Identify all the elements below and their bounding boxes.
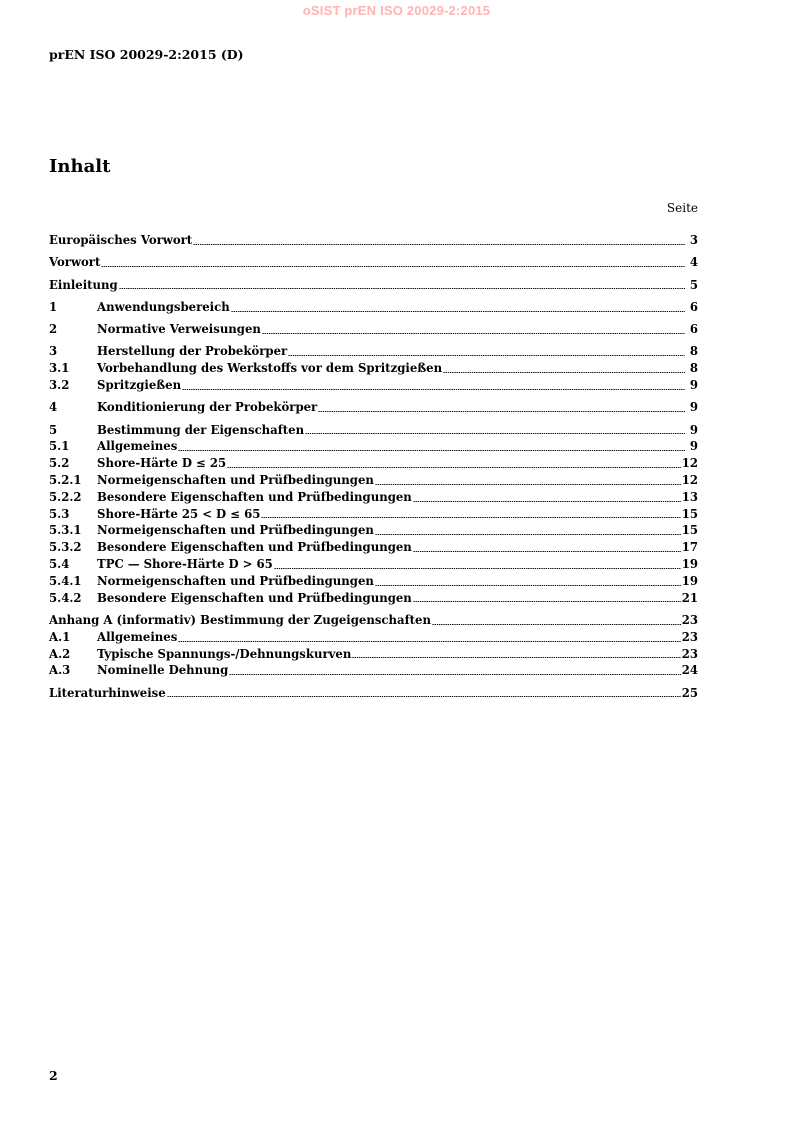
table-of-contents (49, 232, 698, 701)
dot-leader (318, 411, 685, 412)
page-number: 2 (49, 1068, 58, 1083)
toc-entry[interactable] (49, 556, 698, 573)
toc-entry[interactable] (49, 662, 698, 679)
dot-leader (375, 585, 681, 586)
toc-entry[interactable] (49, 489, 698, 506)
toc-entry-title: Besondere Eigenschaften und Prüfbedingungen (97, 590, 412, 605)
toc-entry-page: 6 (689, 299, 698, 314)
toc-entry-number: 5 (49, 422, 58, 437)
toc-entry-page: 21 (681, 590, 698, 605)
toc-entry[interactable] (49, 612, 698, 629)
toc-entry-page: 8 (689, 344, 698, 359)
toc-entry-title: Normeigenschaften und Prüfbedingungen (97, 573, 374, 588)
toc-entry-title: Einleitung (49, 277, 118, 292)
toc-entry-number: A.1 (49, 629, 71, 644)
toc-entry-page: 13 (681, 489, 698, 504)
toc-entry-number: 3.2 (49, 378, 70, 393)
dot-leader (375, 534, 681, 535)
toc-entry-title: Besondere Eigenschaften und Prüfbedingungen (97, 489, 412, 504)
toc-entry-page: 23 (681, 646, 698, 661)
toc-entry-title: Anwendungsbereich (97, 299, 230, 314)
dot-leader (288, 355, 685, 356)
toc-entry-page: 12 (681, 456, 698, 471)
toc-entry-title: Nominelle Dehnung (97, 663, 229, 678)
toc-entry-page: 15 (681, 506, 698, 521)
dot-leader (305, 433, 685, 434)
toc-entry-page: 8 (689, 361, 698, 376)
dot-leader (432, 624, 681, 625)
toc-entry-title: Bestimmung der Eigenschaften (97, 422, 305, 437)
dot-leader (261, 517, 680, 518)
dot-leader (375, 484, 681, 485)
toc-entry[interactable] (49, 539, 698, 556)
toc-entry-number: 5.3.2 (49, 540, 82, 555)
toc-entry[interactable] (49, 646, 698, 663)
toc-entry-title: Spritzgießen (97, 378, 182, 393)
toc-entry-title: Shore-Härte 25 < D ≤ 65 (97, 506, 261, 521)
toc-entry[interactable] (49, 422, 698, 439)
toc-entry-number: A.3 (49, 663, 71, 678)
toc-entry[interactable] (49, 590, 698, 607)
dot-leader (101, 266, 685, 267)
toc-entry-title: Normeigenschaften und Prüfbedingungen (97, 473, 374, 488)
dot-leader (413, 601, 681, 602)
watermark-text: oSIST prEN ISO 20029-2:2015 (302, 3, 491, 18)
toc-entry-page: 9 (689, 400, 698, 415)
toc-entry-number: 5.4 (49, 557, 70, 572)
toc-entry-page: 25 (681, 685, 698, 700)
toc-entry-title: Anhang A (informativ) Bestimmung der Zugeigenschaften (49, 612, 431, 627)
toc-entry[interactable] (49, 360, 698, 377)
toc-entry[interactable] (49, 472, 698, 489)
toc-entry[interactable] (49, 277, 698, 294)
dot-leader (193, 244, 685, 245)
toc-entry-number: 1 (49, 299, 58, 314)
toc-entry-page: 15 (681, 523, 698, 538)
dot-leader (178, 641, 680, 642)
toc-entry-title: Normeigenschaften und Prüfbedingungen (97, 523, 374, 538)
toc-entry-page: 23 (681, 629, 698, 644)
dot-leader (182, 389, 685, 390)
toc-entry-number: A.2 (49, 646, 71, 661)
toc-entry-title: Konditionierung der Probekörper (97, 400, 318, 415)
toc-entry-page: 24 (681, 663, 698, 678)
dot-leader (119, 288, 685, 289)
dot-leader (443, 372, 685, 373)
toc-entry[interactable] (49, 299, 698, 316)
toc-entry-number: 5.2.2 (49, 489, 82, 504)
dot-leader (413, 501, 681, 502)
dot-leader (227, 467, 681, 468)
dot-leader (274, 568, 681, 569)
toc-entry[interactable] (49, 506, 698, 523)
toc-entry[interactable] (49, 629, 698, 646)
toc-entry-page: 5 (689, 277, 698, 292)
toc-entry[interactable] (49, 232, 698, 249)
toc-entry-title: Herstellung der Probekörper (97, 344, 288, 359)
toc-entry-number: 5.4.1 (49, 573, 82, 588)
toc-entry-page: 17 (681, 540, 698, 555)
toc-entry[interactable] (49, 321, 698, 338)
toc-entry[interactable] (49, 438, 698, 455)
toc-entry[interactable] (49, 522, 698, 539)
toc-entry-number: 5.2.1 (49, 473, 82, 488)
toc-entry-title: Literaturhinweise (49, 685, 166, 700)
toc-entry[interactable] (49, 399, 698, 416)
toc-entry[interactable] (49, 254, 698, 271)
toc-heading: Inhalt (49, 156, 111, 177)
toc-entry-number: 3.1 (49, 361, 70, 376)
toc-entry-title: Besondere Eigenschaften und Prüfbedingungen (97, 540, 412, 555)
toc-entry-number: 3 (49, 344, 58, 359)
toc-entry[interactable] (49, 455, 698, 472)
dot-leader (178, 450, 685, 451)
toc-entry-number: 5.1 (49, 439, 70, 454)
dot-leader (262, 333, 685, 334)
toc-entry-page: 19 (681, 573, 698, 588)
toc-entry-number: 5.2 (49, 456, 70, 471)
toc-entry-page: 3 (689, 233, 698, 247)
toc-entry-title: Normative Verweisungen (97, 322, 261, 337)
toc-entry-title: TPC — Shore-Härte D > 65 (97, 557, 273, 572)
toc-entry-page: 12 (681, 473, 698, 488)
toc-entry-page: 9 (689, 439, 698, 454)
toc-entry[interactable] (49, 377, 698, 394)
toc-entry-title: Allgemeines (97, 439, 178, 454)
toc-entry[interactable] (49, 685, 698, 702)
toc-entry-page: 9 (689, 422, 698, 437)
toc-entry-number: 2 (49, 322, 58, 337)
toc-entry[interactable] (49, 343, 698, 360)
dot-leader (413, 551, 681, 552)
page-column-label: Seite (666, 201, 698, 215)
toc-entry[interactable] (49, 573, 698, 590)
toc-entry-page: 19 (681, 557, 698, 572)
dot-leader (229, 674, 680, 675)
document-header: prEN ISO 20029-2:2015 (D) (49, 47, 244, 62)
toc-entry-title: Allgemeines (97, 629, 178, 644)
toc-entry-page: 6 (689, 322, 698, 337)
dot-leader (167, 696, 681, 697)
dot-leader (352, 657, 680, 658)
toc-entry-title: Vorbehandlung des Werkstoffs vor dem Spritzgießen (97, 361, 443, 376)
toc-entry-title: Vorwort (49, 255, 101, 270)
toc-entry-number: 5.3.1 (49, 523, 82, 538)
toc-entry-number: 5.3 (49, 506, 70, 521)
toc-entry-title: Typische Spannungs-/Dehnungskurven (97, 646, 352, 661)
toc-entry-title: Shore-Härte D ≤ 25 (97, 456, 227, 471)
toc-entry-number: 5.4.2 (49, 590, 82, 605)
toc-entry-page: 4 (689, 255, 698, 270)
dot-leader (231, 311, 685, 312)
toc-entry-number: 4 (49, 400, 58, 415)
toc-entry-title: Europäisches Vorwort (49, 233, 193, 247)
toc-entry-page: 9 (689, 378, 698, 393)
toc-entry-page: 23 (681, 612, 698, 627)
